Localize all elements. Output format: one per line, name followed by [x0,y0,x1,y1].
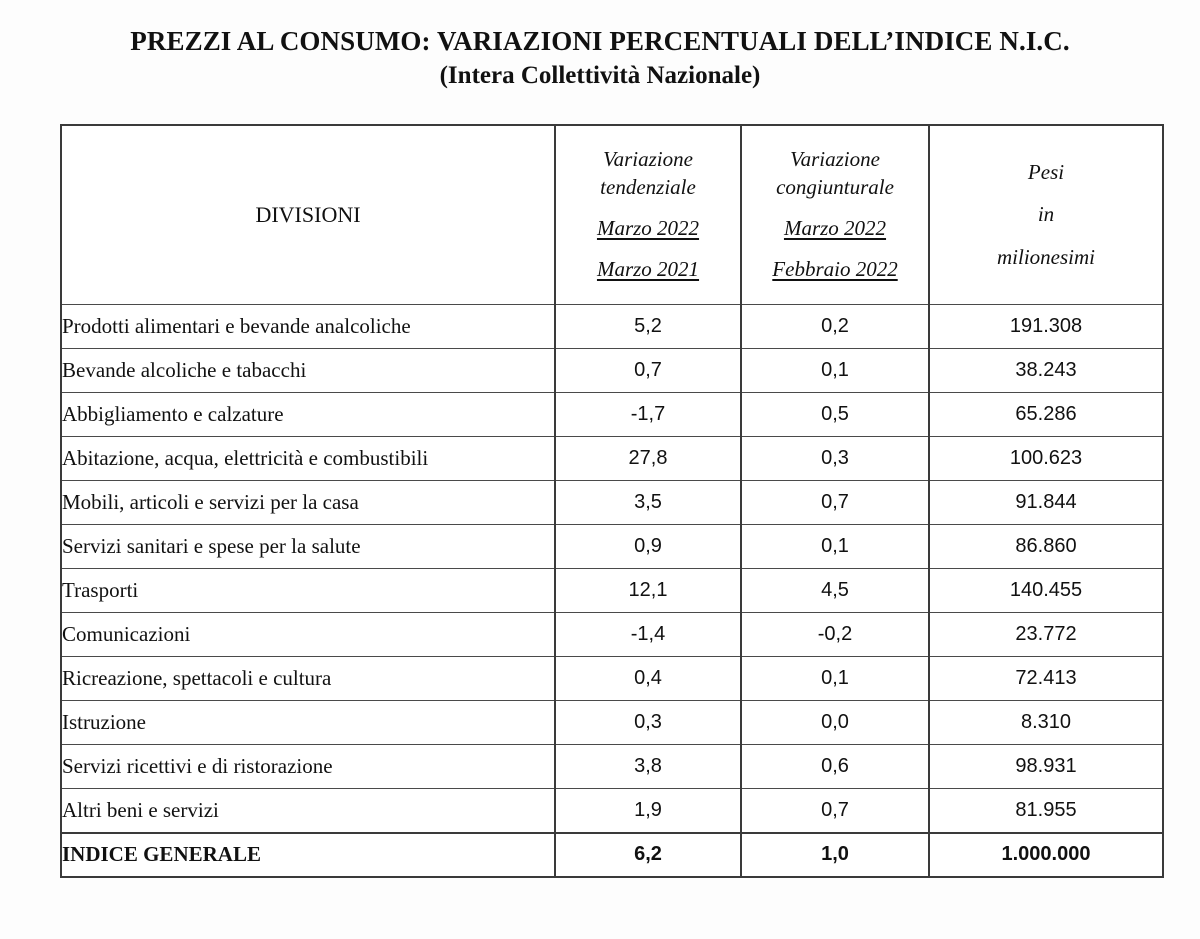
table-row [61,481,1163,525]
row-tendenziale-value: 1,9 [555,789,741,833]
header-pesi-line3: milionesimi [997,244,1095,269]
row-congiunturale-value: 0,5 [741,393,929,437]
row-congiunturale-value: 4,5 [741,569,929,613]
table-row [61,613,1163,657]
table-row [61,657,1163,701]
table-row [61,437,1163,481]
table-total-row [61,833,1163,877]
row-congiunturale-value: -0,2 [741,613,929,657]
row-pesi-value: 81.955 [929,789,1163,833]
header-tendenziale-line1: Variazione [603,147,693,172]
table-body [61,305,1163,877]
header-row [61,125,1163,305]
row-pesi-value: 38.243 [929,349,1163,393]
row-division-label: Bevande alcoliche e tabacchi [61,349,555,393]
total-tendenziale-value: 6,2 [555,833,741,877]
table-row [61,701,1163,745]
row-congiunturale-value: 0,2 [741,305,929,349]
row-pesi-value: 100.623 [929,437,1163,481]
row-pesi-value: 65.286 [929,393,1163,437]
header-congiunturale-denominator: Febbraio 2022 [772,256,898,281]
row-congiunturale-value: 0,3 [741,437,929,481]
row-congiunturale-value: 0,1 [741,657,929,701]
row-congiunturale-value: 0,6 [741,745,929,789]
row-congiunturale-value: 0,0 [741,701,929,745]
header-pesi-line1: Pesi [1027,160,1065,185]
total-congiunturale-value: 1,0 [741,833,929,877]
row-tendenziale-value: 0,7 [555,349,741,393]
consumer-price-index-table [60,124,1164,878]
column-header-pesi [929,125,1163,305]
column-header-divisions [61,125,555,305]
row-tendenziale-value: 3,5 [555,481,741,525]
table-row [61,393,1163,437]
row-congiunturale-value: 0,1 [741,525,929,569]
row-division-label: Istruzione [61,701,555,745]
row-division-label: Servizi ricettivi e di ristorazione [61,745,555,789]
header-tendenziale-denominator: Marzo 2021 [596,256,700,281]
column-header-divisions-label: DIVISIONI [255,202,361,227]
table-row [61,305,1163,349]
table-row [61,525,1163,569]
row-tendenziale-value: 0,9 [555,525,741,569]
row-tendenziale-value: 27,8 [555,437,741,481]
row-pesi-value: 91.844 [929,481,1163,525]
table-header [61,125,1163,305]
row-pesi-value: 8.310 [929,701,1163,745]
column-header-variazione-tendenziale [555,125,741,305]
row-division-label: Servizi sanitari e spese per la salute [61,525,555,569]
table-row [61,745,1163,789]
page-title [0,0,1200,91]
row-congiunturale-value: 0,1 [741,349,929,393]
column-header-variazione-congiunturale [741,125,929,305]
row-pesi-value: 86.860 [929,525,1163,569]
nic-table-container [60,124,1162,878]
row-tendenziale-value: 5,2 [555,305,741,349]
row-tendenziale-value: 3,8 [555,745,741,789]
row-division-label: Prodotti alimentari e bevande analcoliche [61,305,555,349]
header-congiunturale-line1: Variazione [790,147,880,172]
row-division-label: Comunicazioni [61,613,555,657]
total-pesi-value: 1.000.000 [929,833,1163,877]
title-line-primary: PREZZI AL CONSUMO: VARIAZIONI PERCENTUALI DELL’INDICE N.I.C. [130,26,1070,56]
row-pesi-value: 191.308 [929,305,1163,349]
table-row [61,349,1163,393]
row-pesi-value: 140.455 [929,569,1163,613]
title-line-secondary: (Intera Collettività Nazionale) [439,61,761,89]
row-congiunturale-value: 0,7 [741,789,929,833]
table-row [61,569,1163,613]
header-tendenziale-numerator: Marzo 2022 [596,216,700,240]
header-pesi-line2: in [1037,202,1055,227]
row-tendenziale-value: -1,4 [555,613,741,657]
total-division-label: INDICE GENERALE [61,833,555,877]
row-tendenziale-value: 0,3 [555,701,741,745]
row-division-label: Altri beni e servizi [61,789,555,833]
header-congiunturale-line2: congiunturale [776,175,894,200]
row-pesi-value: 72.413 [929,657,1163,701]
row-tendenziale-value: 0,4 [555,657,741,701]
row-pesi-value: 98.931 [929,745,1163,789]
header-congiunturale-numerator: Marzo 2022 [783,216,887,240]
row-tendenziale-value: -1,7 [555,393,741,437]
row-division-label: Abbigliamento e calzature [61,393,555,437]
row-division-label: Mobili, articoli e servizi per la casa [61,481,555,525]
row-division-label: Ricreazione, spettacoli e cultura [61,657,555,701]
header-tendenziale-line2: tendenziale [600,175,696,200]
row-pesi-value: 23.772 [929,613,1163,657]
row-congiunturale-value: 0,7 [741,481,929,525]
table-row [61,789,1163,833]
row-division-label: Trasporti [61,569,555,613]
row-division-label: Abitazione, acqua, elettricità e combustibili [61,437,555,481]
row-tendenziale-value: 12,1 [555,569,741,613]
